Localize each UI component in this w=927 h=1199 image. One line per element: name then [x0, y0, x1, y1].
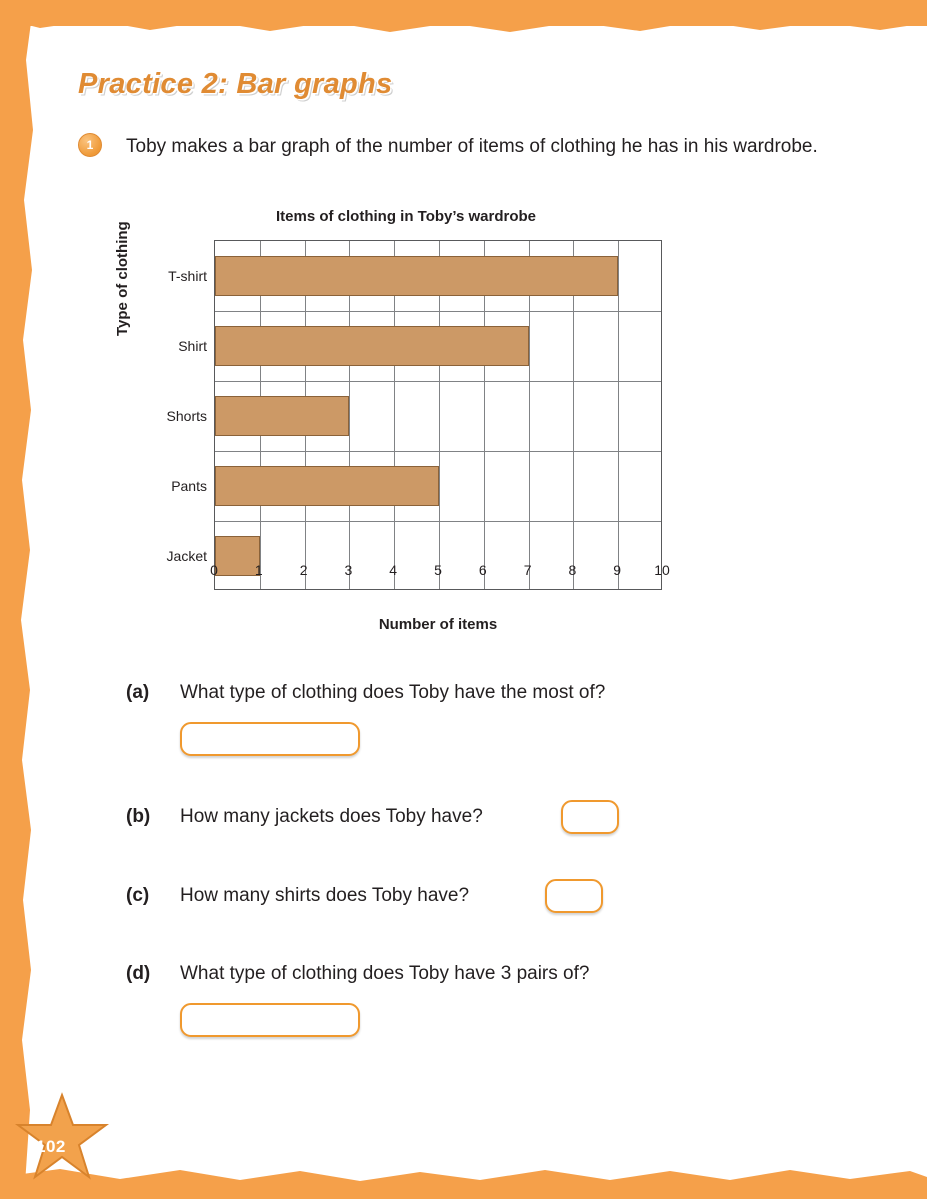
part-c-answer-box[interactable] [545, 879, 603, 913]
chart-x-axis-title: Number of items [378, 616, 498, 633]
chart-category-label: Shorts [166, 408, 207, 424]
part-b-answer-box[interactable] [561, 800, 619, 834]
chart-y-axis-title: Type of clothing [114, 221, 131, 336]
page-number-star [14, 1091, 110, 1187]
chart-gridline-horizontal [215, 381, 661, 382]
chart-title: Items of clothing in Toby’s wardrobe [275, 208, 537, 225]
part-d-answer-box[interactable] [180, 1003, 360, 1037]
chart-gridline-horizontal [215, 311, 661, 312]
question-number-badge: 1 [78, 133, 102, 157]
part-d-text: What type of clothing does Toby have 3 pairs of? [180, 963, 590, 984]
part-a-label: (a) [126, 682, 150, 703]
chart-x-tick: 6 [478, 562, 487, 578]
chart-x-tick: 0 [210, 562, 218, 578]
chart-bar [215, 326, 529, 366]
chart-x-tick: 10 [654, 562, 670, 578]
chart-x-tick: 9 [613, 562, 622, 578]
chart-x-tick: 8 [568, 562, 577, 578]
chart-x-tick: 4 [389, 562, 398, 578]
page-title: Practice 2: Bar graphs [78, 68, 393, 100]
part-b-label: (b) [126, 806, 151, 827]
chart-category-label: Jacket [166, 548, 207, 564]
chart-plot-area [166, 240, 662, 590]
chart-x-tick: 5 [434, 562, 442, 578]
chart-bar [215, 396, 349, 436]
chart-gridline-horizontal [215, 451, 661, 452]
part-d-label: (d) [126, 963, 151, 984]
bar-chart [114, 208, 726, 658]
chart-category-label: Pants [171, 478, 207, 494]
part-c-text: How many shirts does Toby have? [180, 885, 470, 906]
chart-bar [215, 256, 618, 296]
part-a-answer-box[interactable] [180, 722, 360, 756]
chart-x-tick: 7 [523, 562, 532, 578]
chart-gridline-vertical [618, 241, 619, 589]
chart-bar [215, 536, 260, 576]
page-number: 102 [36, 1137, 66, 1156]
chart-x-tick: 2 [299, 562, 308, 578]
chart-category-label: Shirt [178, 338, 207, 354]
part-a-text: What type of clothing does Toby have the most of? [180, 682, 606, 703]
part-b-text: How many jackets does Toby have? [180, 806, 483, 827]
chart-x-tick: 3 [344, 562, 353, 578]
chart-gridline-horizontal [215, 521, 661, 522]
question-text: Toby makes a bar graph of the number of items of clothing he has in his wardrobe. [126, 136, 818, 157]
chart-bar [215, 466, 439, 506]
part-c-label: (c) [126, 885, 150, 906]
chart-x-tick: 1 [254, 562, 263, 578]
chart-category-label: T-shirt [168, 268, 207, 284]
